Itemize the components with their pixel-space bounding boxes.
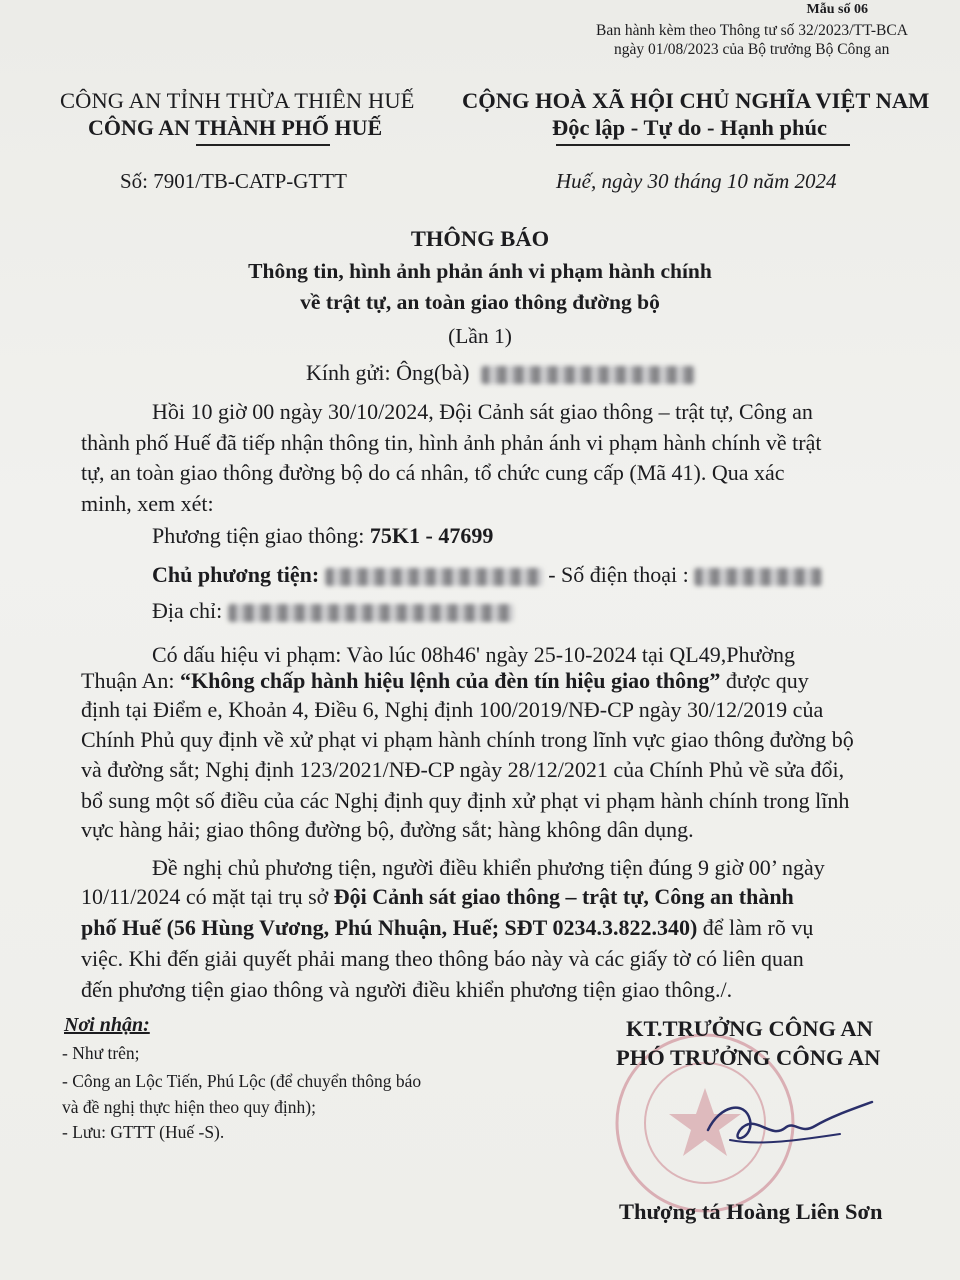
- request-office-address: phố Huế (56 Hùng Vương, Phú Nhuận, Huế; SĐT 0234.3.822.340): [81, 915, 698, 940]
- request-line-3-tail: để làm rõ vụ: [697, 915, 814, 940]
- paragraph-1-line-4: minh, xem xét:: [81, 491, 214, 516]
- request-line-1: Đề nghị chủ phương tiện, người điều khiển phương tiện đúng 9 giờ 00’ ngày: [152, 855, 825, 880]
- recipients-heading: Nơi nhận:: [64, 1014, 150, 1036]
- request-date: 10/11/2024 có mặt tại trụ sở: [81, 884, 334, 909]
- vehicle-line: [152, 523, 493, 549]
- signature-title-2: PHÓ TRƯỞNG CÔNG AN: [616, 1045, 881, 1070]
- owner-line: [152, 562, 822, 588]
- violation-line-2-tail: được quy: [720, 668, 809, 693]
- violation-description: “Không chấp hành hiệu lệnh của đèn tín hiệu giao thông”: [180, 668, 721, 693]
- signature-title-1: KT.TRƯỞNG CÔNG AN: [626, 1016, 873, 1041]
- violation-line-3: định tại Điểm e, Khoản 4, Điều 6, Nghị định 100/2019/NĐ-CP ngày 30/12/2019 của: [81, 697, 824, 722]
- notice-attempt: (Lần 1): [448, 324, 512, 348]
- agency-parent: CÔNG AN TỈNH THỪA THIÊN HUẾ: [60, 88, 415, 113]
- violation-line-2: [81, 668, 809, 694]
- vehicle-plate: 75K1 - 47699: [369, 523, 494, 548]
- violation-location: Thuận An:: [81, 668, 180, 693]
- motto-underline: [556, 144, 850, 146]
- recipient-item: - Lưu: GTTT (Huế -S).: [62, 1122, 225, 1142]
- recipient-item: và đề nghị thực hiện theo quy định);: [62, 1097, 316, 1117]
- paragraph-1-line-1: Hồi 10 giờ 00 ngày 30/10/2024, Đội Cảnh sát giao thông – trật tự, Công an: [152, 399, 813, 424]
- paragraph-1-line-2: thành phố Huế đã tiếp nhận thông tin, hình ảnh phản ánh vi phạm hành chính về trật: [81, 430, 822, 455]
- address-line: [152, 598, 514, 624]
- handwritten-signature: [700, 1090, 880, 1160]
- request-line-5: đến phương tiện giao thông và người điều khiển phương tiện giao thông./.: [81, 977, 733, 1002]
- recipient-item: - Như trên;: [62, 1043, 140, 1063]
- phone-label: - Số điện thoại :: [542, 562, 695, 587]
- violation-line-1: Có dấu hiệu vi phạm: Vào lúc 08h46' ngày 25-10-2024 tại QL49,Phường: [152, 642, 796, 667]
- request-line-2: [81, 884, 794, 910]
- request-line-3: [81, 915, 813, 941]
- violation-line-7: vực hàng hải; giao thông đường bộ, đường sắt; hàng không dân dụng.: [81, 817, 694, 842]
- agency-underline: [196, 144, 330, 146]
- greeting-label: Kính gửi: Ông(bà): [306, 360, 470, 385]
- violation-line-5: và đường sắt; Nghị định 123/2021/NĐ-CP ngày 28/12/2021 của Chính Phủ về sửa đổi,: [81, 757, 845, 782]
- address-label: Địa chỉ:: [152, 598, 228, 623]
- issued-with-line-2: ngày 01/08/2023 của Bộ trưởng Bộ Công an: [614, 41, 890, 58]
- redacted-phone-number: [694, 568, 822, 586]
- request-office: Đội Cảnh sát giao thông – trật tự, Công an thành: [333, 884, 794, 909]
- redacted-address: [228, 604, 514, 622]
- violation-line-6: bổ sung một số điều của các Nghị định quy định xử phạt vi phạm hành chính trong lĩnh: [81, 788, 850, 813]
- owner-label: Chủ phương tiện:: [152, 562, 325, 587]
- notice-subtitle-2: về trật tự, an toàn giao thông đường bộ: [300, 290, 660, 314]
- issued-with-line-1: Ban hành kèm theo Thông tư số 32/2023/TT-BCA: [596, 22, 908, 39]
- document-number: Số: 7901/TB-CATP-GTTT: [120, 169, 347, 193]
- signer-name: Thượng tá Hoàng Liên Sơn: [619, 1199, 883, 1224]
- violation-line-4: Chính Phủ quy định về xử phạt vi phạm hành chính trong lĩnh vực giao thông đường bộ: [81, 727, 854, 752]
- redacted-owner-name: [325, 568, 543, 586]
- vehicle-label: Phương tiện giao thông:: [152, 523, 370, 548]
- recipient-item: - Công an Lộc Tiến, Phú Lộc (để chuyển thông báo: [62, 1071, 422, 1091]
- paragraph-1-line-3: tự, an toàn giao thông đường bộ do cá nhân, tổ chức cung cấp (Mã 41). Qua xác: [81, 460, 785, 485]
- notice-title: THÔNG BÁO: [410, 226, 550, 251]
- nation-title: CỘNG HOÀ XÃ HỘI CHỦ NGHĨA VIỆT NAM: [462, 88, 930, 113]
- redacted-recipient-name: [481, 366, 695, 384]
- place-date: Huế, ngày 30 tháng 10 năm 2024: [556, 169, 837, 193]
- notice-subtitle-1: Thông tin, hình ảnh phản ánh vi phạm hành chính: [248, 259, 712, 283]
- greeting: [306, 360, 695, 386]
- request-line-4: việc. Khi đến giải quyết phải mang theo thông báo này và các giấy tờ có liên quan: [81, 946, 804, 971]
- motto: Độc lập - Tự do - Hạnh phúc: [552, 115, 828, 140]
- agency-name: CÔNG AN THÀNH PHỐ HUẾ: [88, 115, 383, 140]
- form-number: Mẫu số 06: [806, 2, 868, 17]
